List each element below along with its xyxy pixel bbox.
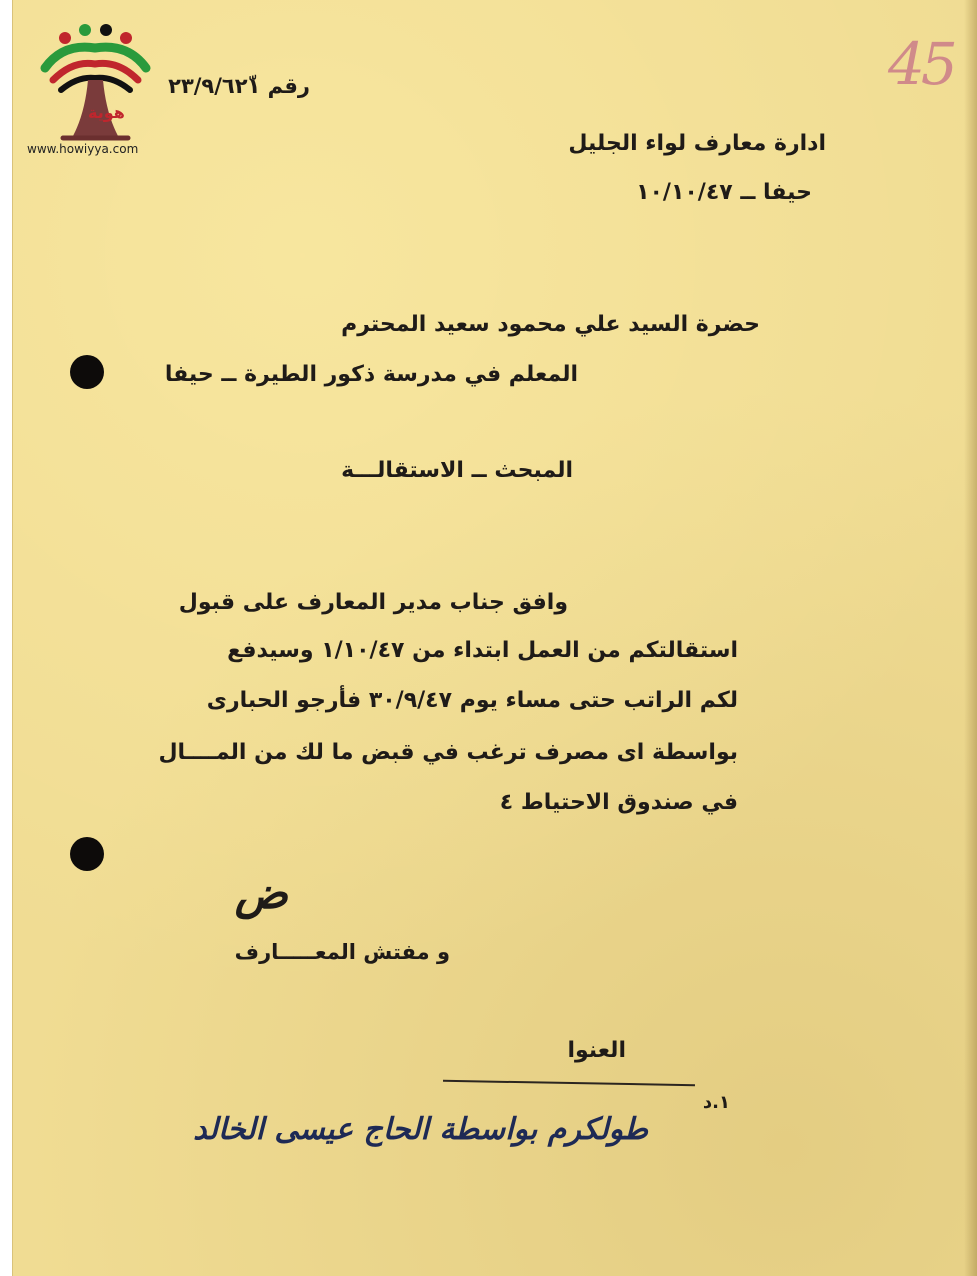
signature-mark: ض xyxy=(234,868,288,919)
body-line: وافق جناب مدير المعارف على قبول xyxy=(178,590,568,615)
recipient-name: حضرة السيد علي محمود سعيد المحترم xyxy=(341,312,760,337)
document-sheet xyxy=(12,0,977,1276)
logo-url: www.howiyya.com xyxy=(27,142,139,156)
address-label: العنوا xyxy=(567,1038,626,1063)
svg-text:هوية: هوية xyxy=(88,103,125,122)
body-line: بواسطة اى مصرف ترغب في قبض ما لك من المــــال xyxy=(158,740,738,765)
office-title: ادارة معارف لواء الجليل xyxy=(568,131,826,156)
body-line: استقالتكم من العمل ابتداء من ١/١٠/٤٧ وسيدفع xyxy=(227,638,738,663)
signature-title: و مفتش المعـــــارف xyxy=(234,940,450,964)
page-number: 45 xyxy=(888,30,954,98)
address-prefix: ١.د xyxy=(702,1092,730,1113)
recipient-school: المعلم في مدرسة ذكور الطيرة ــ حيفا xyxy=(164,362,578,387)
howiyya-logo-icon xyxy=(33,18,158,158)
subject-line: المبحث ــ الاستقالـــة xyxy=(341,458,573,483)
body-line: في صندوق الاحتياط ٤ xyxy=(499,790,738,815)
place-date: حيفا ــ ١٠/١٠/٤٧ xyxy=(636,180,812,205)
punch-hole xyxy=(70,837,104,871)
signature-line xyxy=(443,1080,695,1086)
handwritten-address: طولكرم بواسطة الحاج عيسى الخالد xyxy=(193,1112,648,1147)
body-line: لكم الراتب حتى مساء يوم ٣٠/٩/٤٧ فأرجو الحبارى xyxy=(206,688,738,713)
reference-number: رقم ٢٣/٩/٦٢ّ١ xyxy=(168,74,310,98)
punch-hole xyxy=(70,355,104,389)
